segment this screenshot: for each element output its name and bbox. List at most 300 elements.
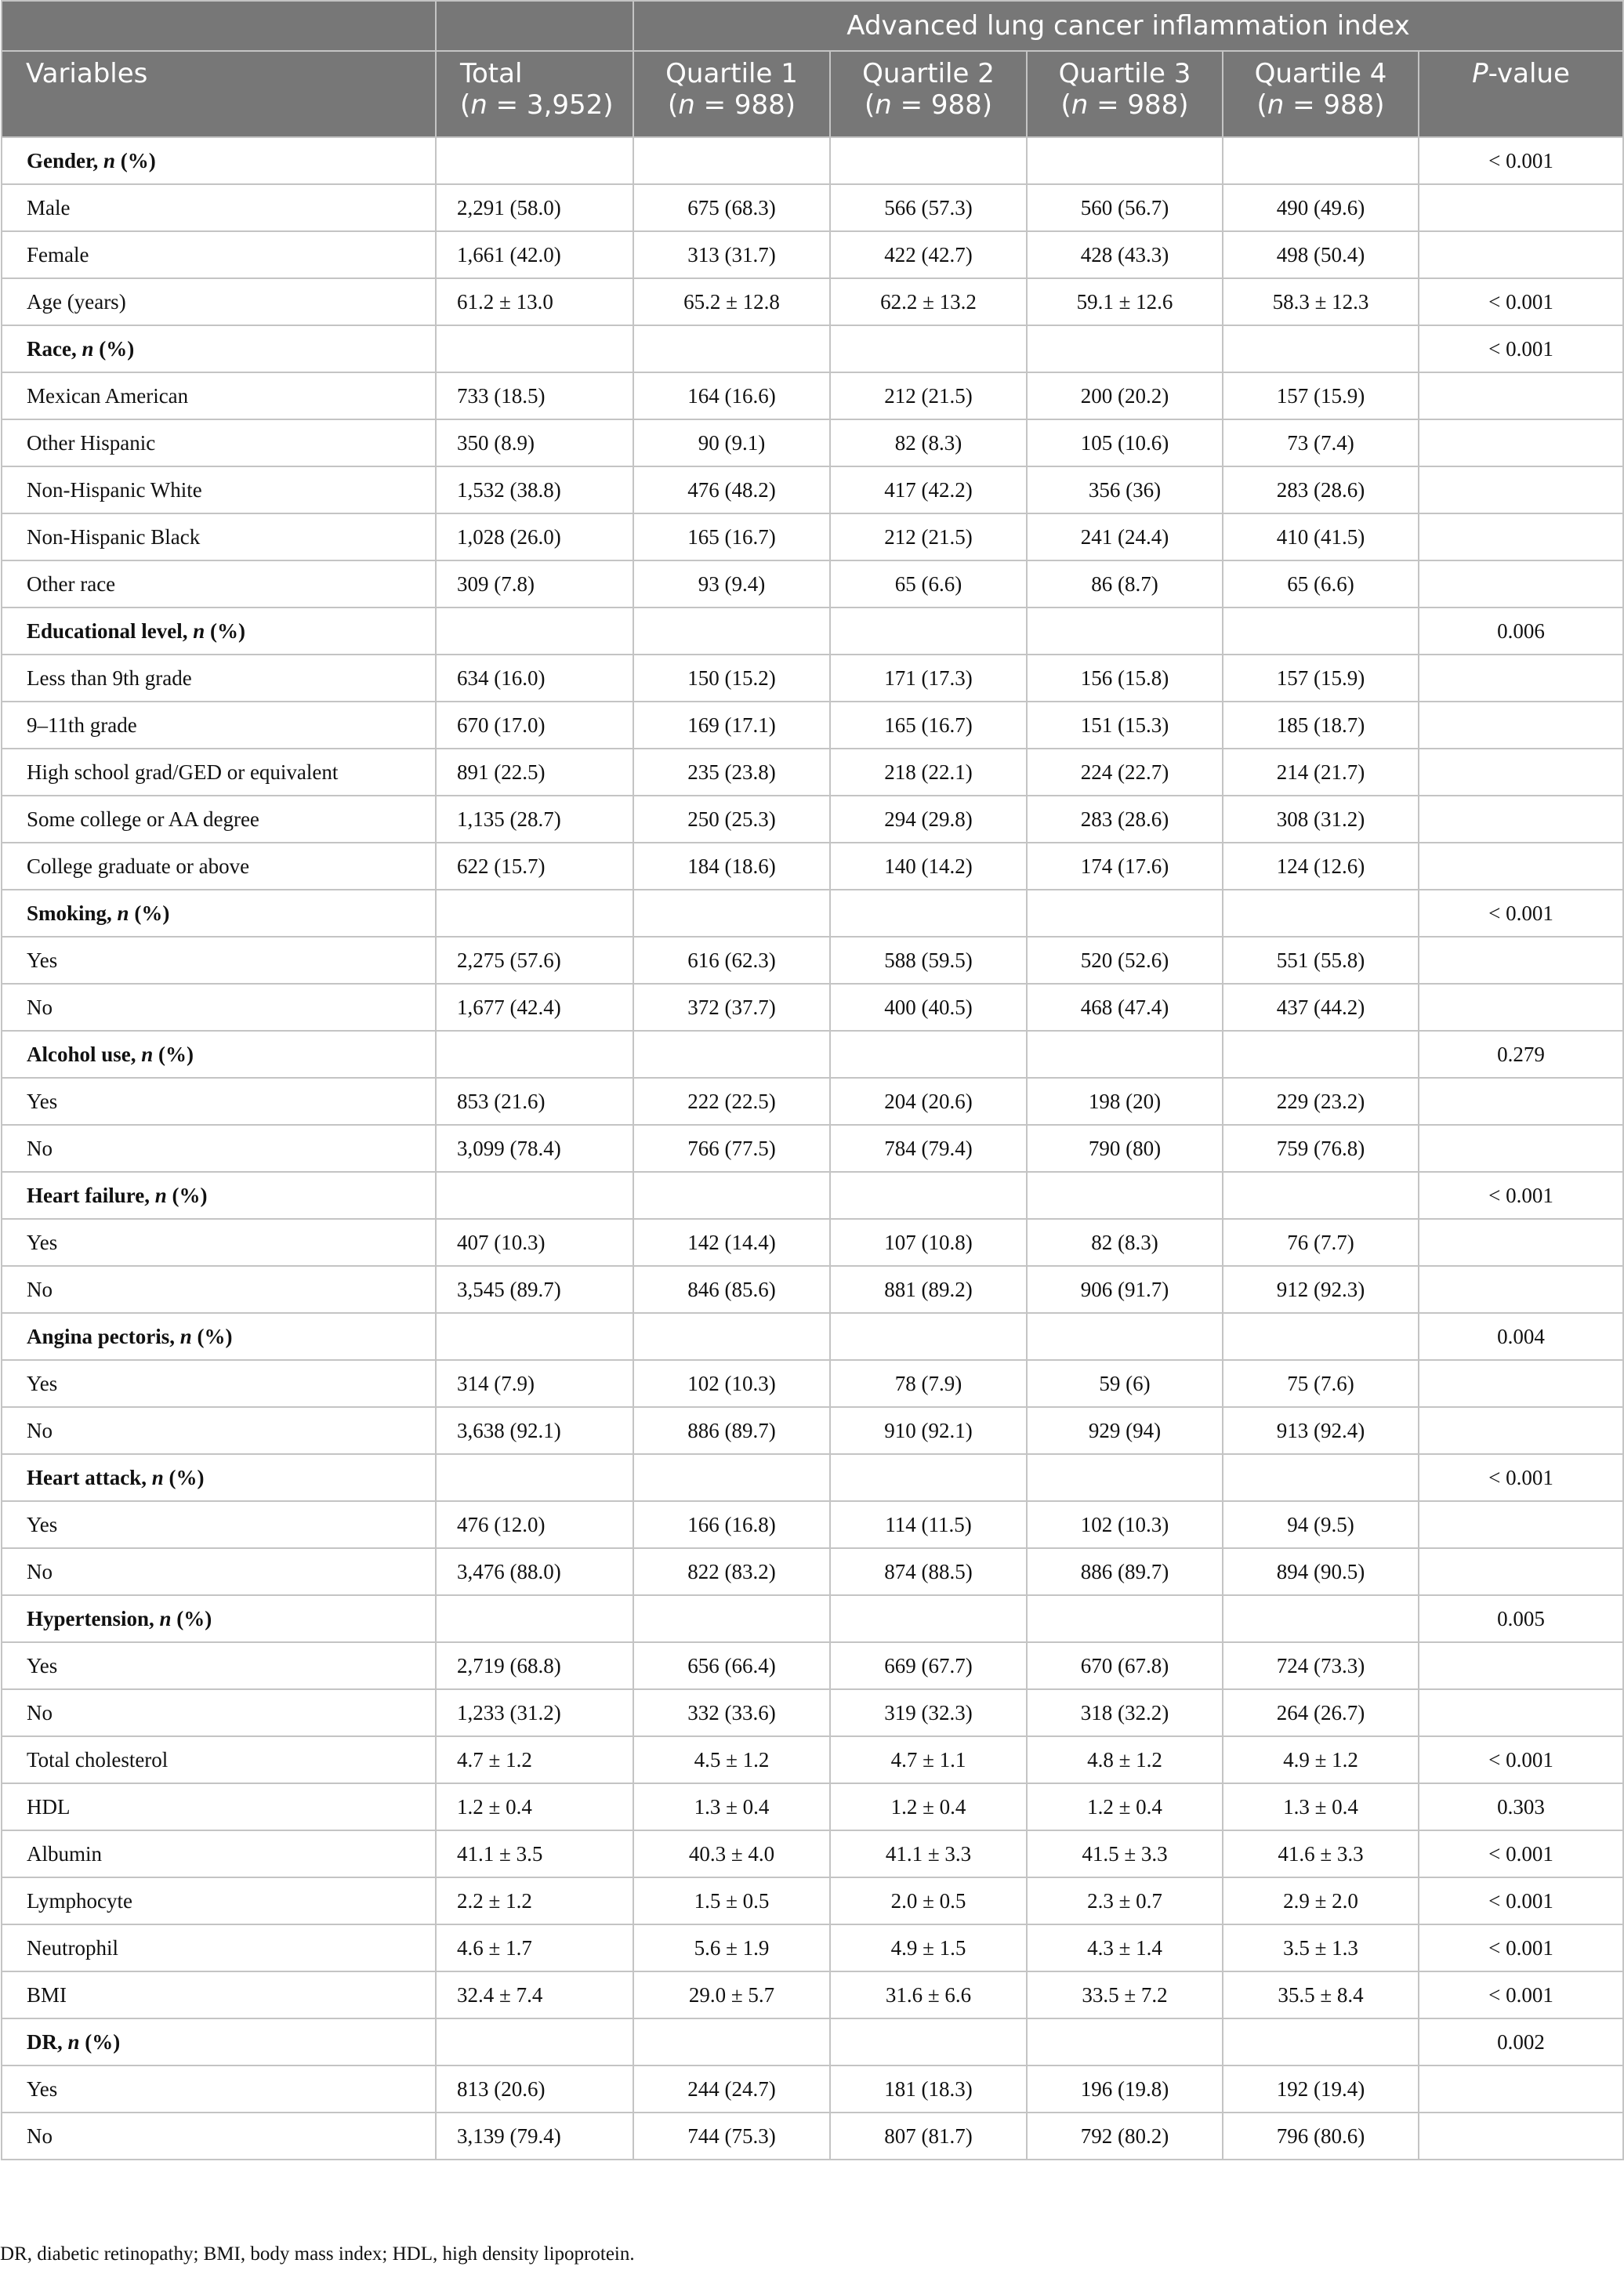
row-label: Alcohol use, n (%)	[2, 1031, 436, 1078]
cell-quartile-1: 184 (18.6)	[633, 843, 830, 890]
table-row	[2, 278, 1623, 325]
header-total-label: Total	[460, 58, 523, 89]
cell-quartile-2: 588 (59.5)	[830, 937, 1027, 984]
row-label: Race, n (%)	[2, 325, 436, 372]
cell-quartile-3	[1027, 607, 1223, 655]
cell-p-value	[1419, 843, 1623, 890]
cell-p-value	[1419, 1219, 1623, 1266]
cell-quartile-2	[830, 325, 1027, 372]
cell-quartile-3: 318 (32.2)	[1027, 1689, 1223, 1736]
cell-quartile-2: 165 (16.7)	[830, 702, 1027, 749]
cell-quartile-4: 912 (92.3)	[1223, 1266, 1419, 1313]
header-p-value	[1419, 51, 1623, 137]
cell-quartile-4: 94 (9.5)	[1223, 1501, 1419, 1548]
cell-quartile-4	[1223, 2018, 1419, 2065]
row-label: 9–11th grade	[2, 702, 436, 749]
cell-quartile-1: 169 (17.1)	[633, 702, 830, 749]
header-quartile-2	[830, 51, 1027, 137]
cell-p-value: 0.303	[1419, 1783, 1623, 1830]
header-total	[436, 51, 633, 137]
cell-quartile-4: 65 (6.6)	[1223, 560, 1419, 607]
cell-quartile-1: 5.6 ± 1.9	[633, 1924, 830, 1971]
row-label: Age (years)	[2, 278, 436, 325]
cell-quartile-3: 792 (80.2)	[1027, 2113, 1223, 2160]
cell-quartile-4: 4.9 ± 1.2	[1223, 1736, 1419, 1783]
cell-quartile-1: 150 (15.2)	[633, 655, 830, 702]
cell-quartile-2	[830, 2018, 1027, 2065]
cell-p-value	[1419, 2113, 1623, 2160]
cell-quartile-3: 224 (22.7)	[1027, 749, 1223, 796]
table-row	[2, 419, 1623, 466]
cell-quartile-1: 244 (24.7)	[633, 2065, 830, 2113]
cell-p-value	[1419, 749, 1623, 796]
header-group-label: Advanced lung cancer inflammation index	[633, 1, 1623, 51]
cell-quartile-1: 235 (23.8)	[633, 749, 830, 796]
header-total-n: (n = 3,952)	[460, 89, 614, 121]
row-label: Some college or AA degree	[2, 796, 436, 843]
row-label: Non-Hispanic Black	[2, 513, 436, 560]
cell-quartile-3: 560 (56.7)	[1027, 184, 1223, 231]
cell-quartile-1: 822 (83.2)	[633, 1548, 830, 1595]
cell-p-value	[1419, 702, 1623, 749]
header-quartile-3	[1027, 51, 1223, 137]
cell-quartile-4: 214 (21.7)	[1223, 749, 1419, 796]
cell-quartile-4: 73 (7.4)	[1223, 419, 1419, 466]
cell-quartile-2: 784 (79.4)	[830, 1125, 1027, 1172]
cell-quartile-1: 372 (37.7)	[633, 984, 830, 1031]
row-label: No	[2, 1548, 436, 1595]
cell-quartile-4: 157 (15.9)	[1223, 372, 1419, 419]
cell-quartile-3: 102 (10.3)	[1027, 1501, 1223, 1548]
table-header	[2, 1, 1623, 137]
cell-quartile-3: 156 (15.8)	[1027, 655, 1223, 702]
cell-quartile-2: 422 (42.7)	[830, 231, 1027, 278]
row-label: College graduate or above	[2, 843, 436, 890]
row-label: No	[2, 1689, 436, 1736]
cell-quartile-1	[633, 137, 830, 184]
cell-quartile-4: 498 (50.4)	[1223, 231, 1419, 278]
cell-quartile-1: 102 (10.3)	[633, 1360, 830, 1407]
table-row	[2, 1501, 1623, 1548]
header-quartile-2-label: Quartile 2	[862, 58, 995, 89]
cell-quartile-3	[1027, 1313, 1223, 1360]
cell-quartile-2: 807 (81.7)	[830, 2113, 1027, 2160]
cell-quartile-2: 140 (14.2)	[830, 843, 1027, 890]
cell-quartile-3: 1.2 ± 0.4	[1027, 1783, 1223, 1830]
cell-quartile-1: 93 (9.4)	[633, 560, 830, 607]
cell-p-value	[1419, 1125, 1623, 1172]
cell-quartile-1: 250 (25.3)	[633, 796, 830, 843]
cell-quartile-1: 142 (14.4)	[633, 1219, 830, 1266]
cell-p-value: 0.002	[1419, 2018, 1623, 2065]
cell-quartile-1: 476 (48.2)	[633, 466, 830, 513]
table-row	[2, 231, 1623, 278]
cell-quartile-2	[830, 1454, 1027, 1501]
table-row	[2, 2113, 1623, 2160]
cell-quartile-1	[633, 2018, 830, 2065]
cell-quartile-2: 171 (17.3)	[830, 655, 1027, 702]
row-label: Female	[2, 231, 436, 278]
cell-quartile-4: 490 (49.6)	[1223, 184, 1419, 231]
cell-p-value: < 0.001	[1419, 278, 1623, 325]
cell-p-value	[1419, 1407, 1623, 1454]
cell-total: 3,139 (79.4)	[436, 2113, 633, 2160]
table-row	[2, 1830, 1623, 1877]
header-blank-total	[436, 1, 633, 51]
cell-p-value	[1419, 1642, 1623, 1689]
row-label: Gender, n (%)	[2, 137, 436, 184]
table-row	[2, 1595, 1623, 1642]
cell-p-value: 0.279	[1419, 1031, 1623, 1078]
cell-quartile-2	[830, 607, 1027, 655]
cell-quartile-4: 157 (15.9)	[1223, 655, 1419, 702]
cell-total: 4.7 ± 1.2	[436, 1736, 633, 1783]
cell-quartile-4	[1223, 890, 1419, 937]
row-label: Other race	[2, 560, 436, 607]
cell-p-value: < 0.001	[1419, 1172, 1623, 1219]
table-row	[2, 796, 1623, 843]
row-label: No	[2, 984, 436, 1031]
header-variables	[2, 51, 436, 137]
cell-quartile-1: 313 (31.7)	[633, 231, 830, 278]
cell-quartile-2: 881 (89.2)	[830, 1266, 1027, 1313]
cell-total: 3,545 (89.7)	[436, 1266, 633, 1313]
row-label: No	[2, 1125, 436, 1172]
cell-quartile-1: 29.0 ± 5.7	[633, 1971, 830, 2018]
cell-quartile-4: 76 (7.7)	[1223, 1219, 1419, 1266]
table-row	[2, 1924, 1623, 1971]
cell-quartile-1: 675 (68.3)	[633, 184, 830, 231]
cell-quartile-1: 165 (16.7)	[633, 513, 830, 560]
cell-p-value	[1419, 1360, 1623, 1407]
table-row	[2, 937, 1623, 984]
cell-quartile-1	[633, 1454, 830, 1501]
cell-quartile-2: 874 (88.5)	[830, 1548, 1027, 1595]
cell-quartile-2: 107 (10.8)	[830, 1219, 1027, 1266]
cell-quartile-4: 75 (7.6)	[1223, 1360, 1419, 1407]
table-row	[2, 1971, 1623, 2018]
row-label: Mexican American	[2, 372, 436, 419]
table-row	[2, 984, 1623, 1031]
cell-quartile-4: 124 (12.6)	[1223, 843, 1419, 890]
table-row	[2, 137, 1623, 184]
cell-total: 61.2 ± 13.0	[436, 278, 633, 325]
cell-total: 407 (10.3)	[436, 1219, 633, 1266]
header-quartile-3-label: Quartile 3	[1058, 58, 1191, 89]
cell-quartile-4: 410 (41.5)	[1223, 513, 1419, 560]
row-label: Yes	[2, 1501, 436, 1548]
cell-total: 891 (22.5)	[436, 749, 633, 796]
row-label: Neutrophil	[2, 1924, 436, 1971]
row-label: BMI	[2, 1971, 436, 2018]
cell-quartile-2: 1.2 ± 0.4	[830, 1783, 1027, 1830]
cell-quartile-1	[633, 325, 830, 372]
cell-total: 4.6 ± 1.7	[436, 1924, 633, 1971]
cell-quartile-2	[830, 1595, 1027, 1642]
cell-quartile-4	[1223, 1454, 1419, 1501]
cell-quartile-3: 82 (8.3)	[1027, 1219, 1223, 1266]
cell-quartile-2: 212 (21.5)	[830, 372, 1027, 419]
table-row	[2, 2018, 1623, 2065]
table-row	[2, 1454, 1623, 1501]
cell-total: 350 (8.9)	[436, 419, 633, 466]
table-row	[2, 1172, 1623, 1219]
cell-p-value	[1419, 466, 1623, 513]
cell-quartile-4	[1223, 325, 1419, 372]
cell-p-value: < 0.001	[1419, 325, 1623, 372]
row-label: No	[2, 2113, 436, 2160]
cell-quartile-3: 790 (80)	[1027, 1125, 1223, 1172]
cell-p-value	[1419, 1501, 1623, 1548]
cell-total: 476 (12.0)	[436, 1501, 633, 1548]
cell-quartile-2: 114 (11.5)	[830, 1501, 1027, 1548]
cell-quartile-1	[633, 1031, 830, 1078]
cell-quartile-3: 520 (52.6)	[1027, 937, 1223, 984]
table-row	[2, 749, 1623, 796]
cell-total: 2.2 ± 1.2	[436, 1877, 633, 1924]
table-footnote: DR, diabetic retinopathy; BMI, body mass index; HDL, high density lipoprotein.	[0, 2243, 635, 2265]
cell-quartile-2: 400 (40.5)	[830, 984, 1027, 1031]
cell-quartile-1: 744 (75.3)	[633, 2113, 830, 2160]
cell-total	[436, 1172, 633, 1219]
table-row	[2, 1736, 1623, 1783]
cell-quartile-2: 294 (29.8)	[830, 796, 1027, 843]
cell-total: 1.2 ± 0.4	[436, 1783, 633, 1830]
cell-total: 1,233 (31.2)	[436, 1689, 633, 1736]
cell-quartile-2: 31.6 ± 6.6	[830, 1971, 1027, 2018]
cell-p-value	[1419, 372, 1623, 419]
cell-quartile-1: 166 (16.8)	[633, 1501, 830, 1548]
header-quartile-1	[633, 51, 830, 137]
cell-quartile-2: 669 (67.7)	[830, 1642, 1027, 1689]
row-label: HDL	[2, 1783, 436, 1830]
cell-quartile-4: 3.5 ± 1.3	[1223, 1924, 1419, 1971]
cell-quartile-4: 551 (55.8)	[1223, 937, 1419, 984]
cell-quartile-2	[830, 890, 1027, 937]
cell-quartile-3: 2.3 ± 0.7	[1027, 1877, 1223, 1924]
cell-quartile-1: 332 (33.6)	[633, 1689, 830, 1736]
cell-p-value	[1419, 231, 1623, 278]
table-row	[2, 890, 1623, 937]
cell-quartile-1	[633, 1172, 830, 1219]
cell-quartile-3: 4.8 ± 1.2	[1027, 1736, 1223, 1783]
cell-p-value	[1419, 419, 1623, 466]
cell-total	[436, 890, 633, 937]
cell-quartile-2	[830, 1172, 1027, 1219]
cell-quartile-4: 283 (28.6)	[1223, 466, 1419, 513]
table-row	[2, 2065, 1623, 2113]
cell-quartile-4	[1223, 607, 1419, 655]
cell-quartile-3: 241 (24.4)	[1027, 513, 1223, 560]
cell-total: 3,476 (88.0)	[436, 1548, 633, 1595]
cell-quartile-2: 62.2 ± 13.2	[830, 278, 1027, 325]
cell-quartile-2: 218 (22.1)	[830, 749, 1027, 796]
cell-quartile-4: 229 (23.2)	[1223, 1078, 1419, 1125]
table-row	[2, 1219, 1623, 1266]
table-row	[2, 1642, 1623, 1689]
cell-p-value	[1419, 937, 1623, 984]
cell-total	[436, 1031, 633, 1078]
cell-quartile-4: 41.6 ± 3.3	[1223, 1830, 1419, 1877]
cell-quartile-3: 468 (47.4)	[1027, 984, 1223, 1031]
table-row	[2, 560, 1623, 607]
cell-quartile-1: 164 (16.6)	[633, 372, 830, 419]
cell-quartile-1	[633, 890, 830, 937]
cell-total: 1,677 (42.4)	[436, 984, 633, 1031]
cell-total	[436, 2018, 633, 2065]
cell-p-value: < 0.001	[1419, 1454, 1623, 1501]
cell-quartile-1	[633, 607, 830, 655]
header-quartile-1-label: Quartile 1	[665, 58, 798, 89]
cell-total: 670 (17.0)	[436, 702, 633, 749]
cell-quartile-3	[1027, 137, 1223, 184]
row-label: Less than 9th grade	[2, 655, 436, 702]
cell-total	[436, 1595, 633, 1642]
cell-total: 2,291 (58.0)	[436, 184, 633, 231]
cell-quartile-4	[1223, 137, 1419, 184]
row-label: No	[2, 1407, 436, 1454]
cell-quartile-4: 1.3 ± 0.4	[1223, 1783, 1419, 1830]
cell-p-value	[1419, 1078, 1623, 1125]
cell-quartile-1: 846 (85.6)	[633, 1266, 830, 1313]
cell-quartile-3: 428 (43.3)	[1027, 231, 1223, 278]
row-label: High school grad/GED or equivalent	[2, 749, 436, 796]
cell-quartile-3: 906 (91.7)	[1027, 1266, 1223, 1313]
cell-quartile-3: 59.1 ± 12.6	[1027, 278, 1223, 325]
cell-quartile-4	[1223, 1595, 1419, 1642]
cell-quartile-4: 724 (73.3)	[1223, 1642, 1419, 1689]
cell-p-value: 0.006	[1419, 607, 1623, 655]
header-quartile-4-n: (n = 988)	[1256, 89, 1385, 121]
cell-total: 2,719 (68.8)	[436, 1642, 633, 1689]
cell-quartile-3: 196 (19.8)	[1027, 2065, 1223, 2113]
cell-quartile-2: 4.9 ± 1.5	[830, 1924, 1027, 1971]
cell-quartile-3: 4.3 ± 1.4	[1027, 1924, 1223, 1971]
cell-quartile-3	[1027, 325, 1223, 372]
cell-total: 1,135 (28.7)	[436, 796, 633, 843]
cell-quartile-1: 656 (66.4)	[633, 1642, 830, 1689]
cell-quartile-1	[633, 1313, 830, 1360]
cell-quartile-3: 200 (20.2)	[1027, 372, 1223, 419]
header-quartile-4	[1223, 51, 1419, 137]
header-variables-label: Variables	[26, 58, 148, 89]
cell-p-value	[1419, 984, 1623, 1031]
row-label: Total cholesterol	[2, 1736, 436, 1783]
table-row	[2, 184, 1623, 231]
cell-total: 1,532 (38.8)	[436, 466, 633, 513]
table-row	[2, 1125, 1623, 1172]
cell-quartile-1: 222 (22.5)	[633, 1078, 830, 1125]
header-blank-variables	[2, 1, 436, 51]
cell-total	[436, 325, 633, 372]
baseline-characteristics-table	[1, 0, 1624, 2160]
row-label: Heart attack, n (%)	[2, 1454, 436, 1501]
table-row	[2, 1266, 1623, 1313]
cell-quartile-3: 33.5 ± 7.2	[1027, 1971, 1223, 2018]
cell-p-value	[1419, 184, 1623, 231]
cell-total	[436, 607, 633, 655]
cell-total: 3,099 (78.4)	[436, 1125, 633, 1172]
table-row	[2, 843, 1623, 890]
cell-quartile-2: 65 (6.6)	[830, 560, 1027, 607]
cell-quartile-2: 417 (42.2)	[830, 466, 1027, 513]
cell-total: 622 (15.7)	[436, 843, 633, 890]
row-label: Lymphocyte	[2, 1877, 436, 1924]
cell-quartile-3: 105 (10.6)	[1027, 419, 1223, 466]
cell-quartile-4: 185 (18.7)	[1223, 702, 1419, 749]
row-label: Yes	[2, 937, 436, 984]
table-row	[2, 1360, 1623, 1407]
cell-p-value	[1419, 1548, 1623, 1595]
cell-p-value: < 0.001	[1419, 1877, 1623, 1924]
cell-quartile-4	[1223, 1031, 1419, 1078]
cell-quartile-2: 212 (21.5)	[830, 513, 1027, 560]
cell-p-value: < 0.001	[1419, 890, 1623, 937]
cell-quartile-4: 2.9 ± 2.0	[1223, 1877, 1419, 1924]
table-row	[2, 1031, 1623, 1078]
cell-total	[436, 1454, 633, 1501]
header-quartile-4-label: Quartile 4	[1254, 58, 1387, 89]
cell-quartile-4: 437 (44.2)	[1223, 984, 1419, 1031]
cell-quartile-4	[1223, 1172, 1419, 1219]
row-label: Non-Hispanic White	[2, 466, 436, 513]
cell-total	[436, 1313, 633, 1360]
cell-quartile-1: 1.3 ± 0.4	[633, 1783, 830, 1830]
cell-quartile-4: 308 (31.2)	[1223, 796, 1419, 843]
cell-quartile-2: 2.0 ± 0.5	[830, 1877, 1027, 1924]
table-row	[2, 1548, 1623, 1595]
cell-total: 1,661 (42.0)	[436, 231, 633, 278]
cell-quartile-2: 41.1 ± 3.3	[830, 1830, 1027, 1877]
cell-quartile-3	[1027, 1172, 1223, 1219]
cell-total: 3,638 (92.1)	[436, 1407, 633, 1454]
row-label: Yes	[2, 1078, 436, 1125]
cell-quartile-2: 204 (20.6)	[830, 1078, 1027, 1125]
cell-quartile-3	[1027, 890, 1223, 937]
row-label: Albumin	[2, 1830, 436, 1877]
cell-quartile-2	[830, 1031, 1027, 1078]
cell-total: 32.4 ± 7.4	[436, 1971, 633, 2018]
table-row	[2, 702, 1623, 749]
cell-quartile-3: 151 (15.3)	[1027, 702, 1223, 749]
cell-total: 41.1 ± 3.5	[436, 1830, 633, 1877]
cell-quartile-4: 913 (92.4)	[1223, 1407, 1419, 1454]
cell-quartile-4: 192 (19.4)	[1223, 2065, 1419, 2113]
cell-quartile-4: 35.5 ± 8.4	[1223, 1971, 1419, 2018]
cell-quartile-3: 356 (36)	[1027, 466, 1223, 513]
row-label: Male	[2, 184, 436, 231]
header-p-value-label: P-value	[1472, 58, 1570, 89]
cell-quartile-4: 58.3 ± 12.3	[1223, 278, 1419, 325]
cell-quartile-1: 886 (89.7)	[633, 1407, 830, 1454]
cell-quartile-3	[1027, 2018, 1223, 2065]
cell-quartile-4	[1223, 1313, 1419, 1360]
cell-quartile-1: 40.3 ± 4.0	[633, 1830, 830, 1877]
cell-p-value	[1419, 2065, 1623, 2113]
cell-quartile-1: 65.2 ± 12.8	[633, 278, 830, 325]
cell-p-value: 0.004	[1419, 1313, 1623, 1360]
cell-quartile-4: 759 (76.8)	[1223, 1125, 1419, 1172]
cell-p-value: < 0.001	[1419, 1924, 1623, 1971]
table-row	[2, 466, 1623, 513]
cell-p-value	[1419, 1266, 1623, 1313]
table-row	[2, 1689, 1623, 1736]
cell-quartile-3: 174 (17.6)	[1027, 843, 1223, 890]
header-quartile-1-n: (n = 988)	[667, 89, 796, 121]
cell-quartile-4: 264 (26.7)	[1223, 1689, 1419, 1736]
table-row	[2, 1407, 1623, 1454]
cell-quartile-2: 4.7 ± 1.1	[830, 1736, 1027, 1783]
